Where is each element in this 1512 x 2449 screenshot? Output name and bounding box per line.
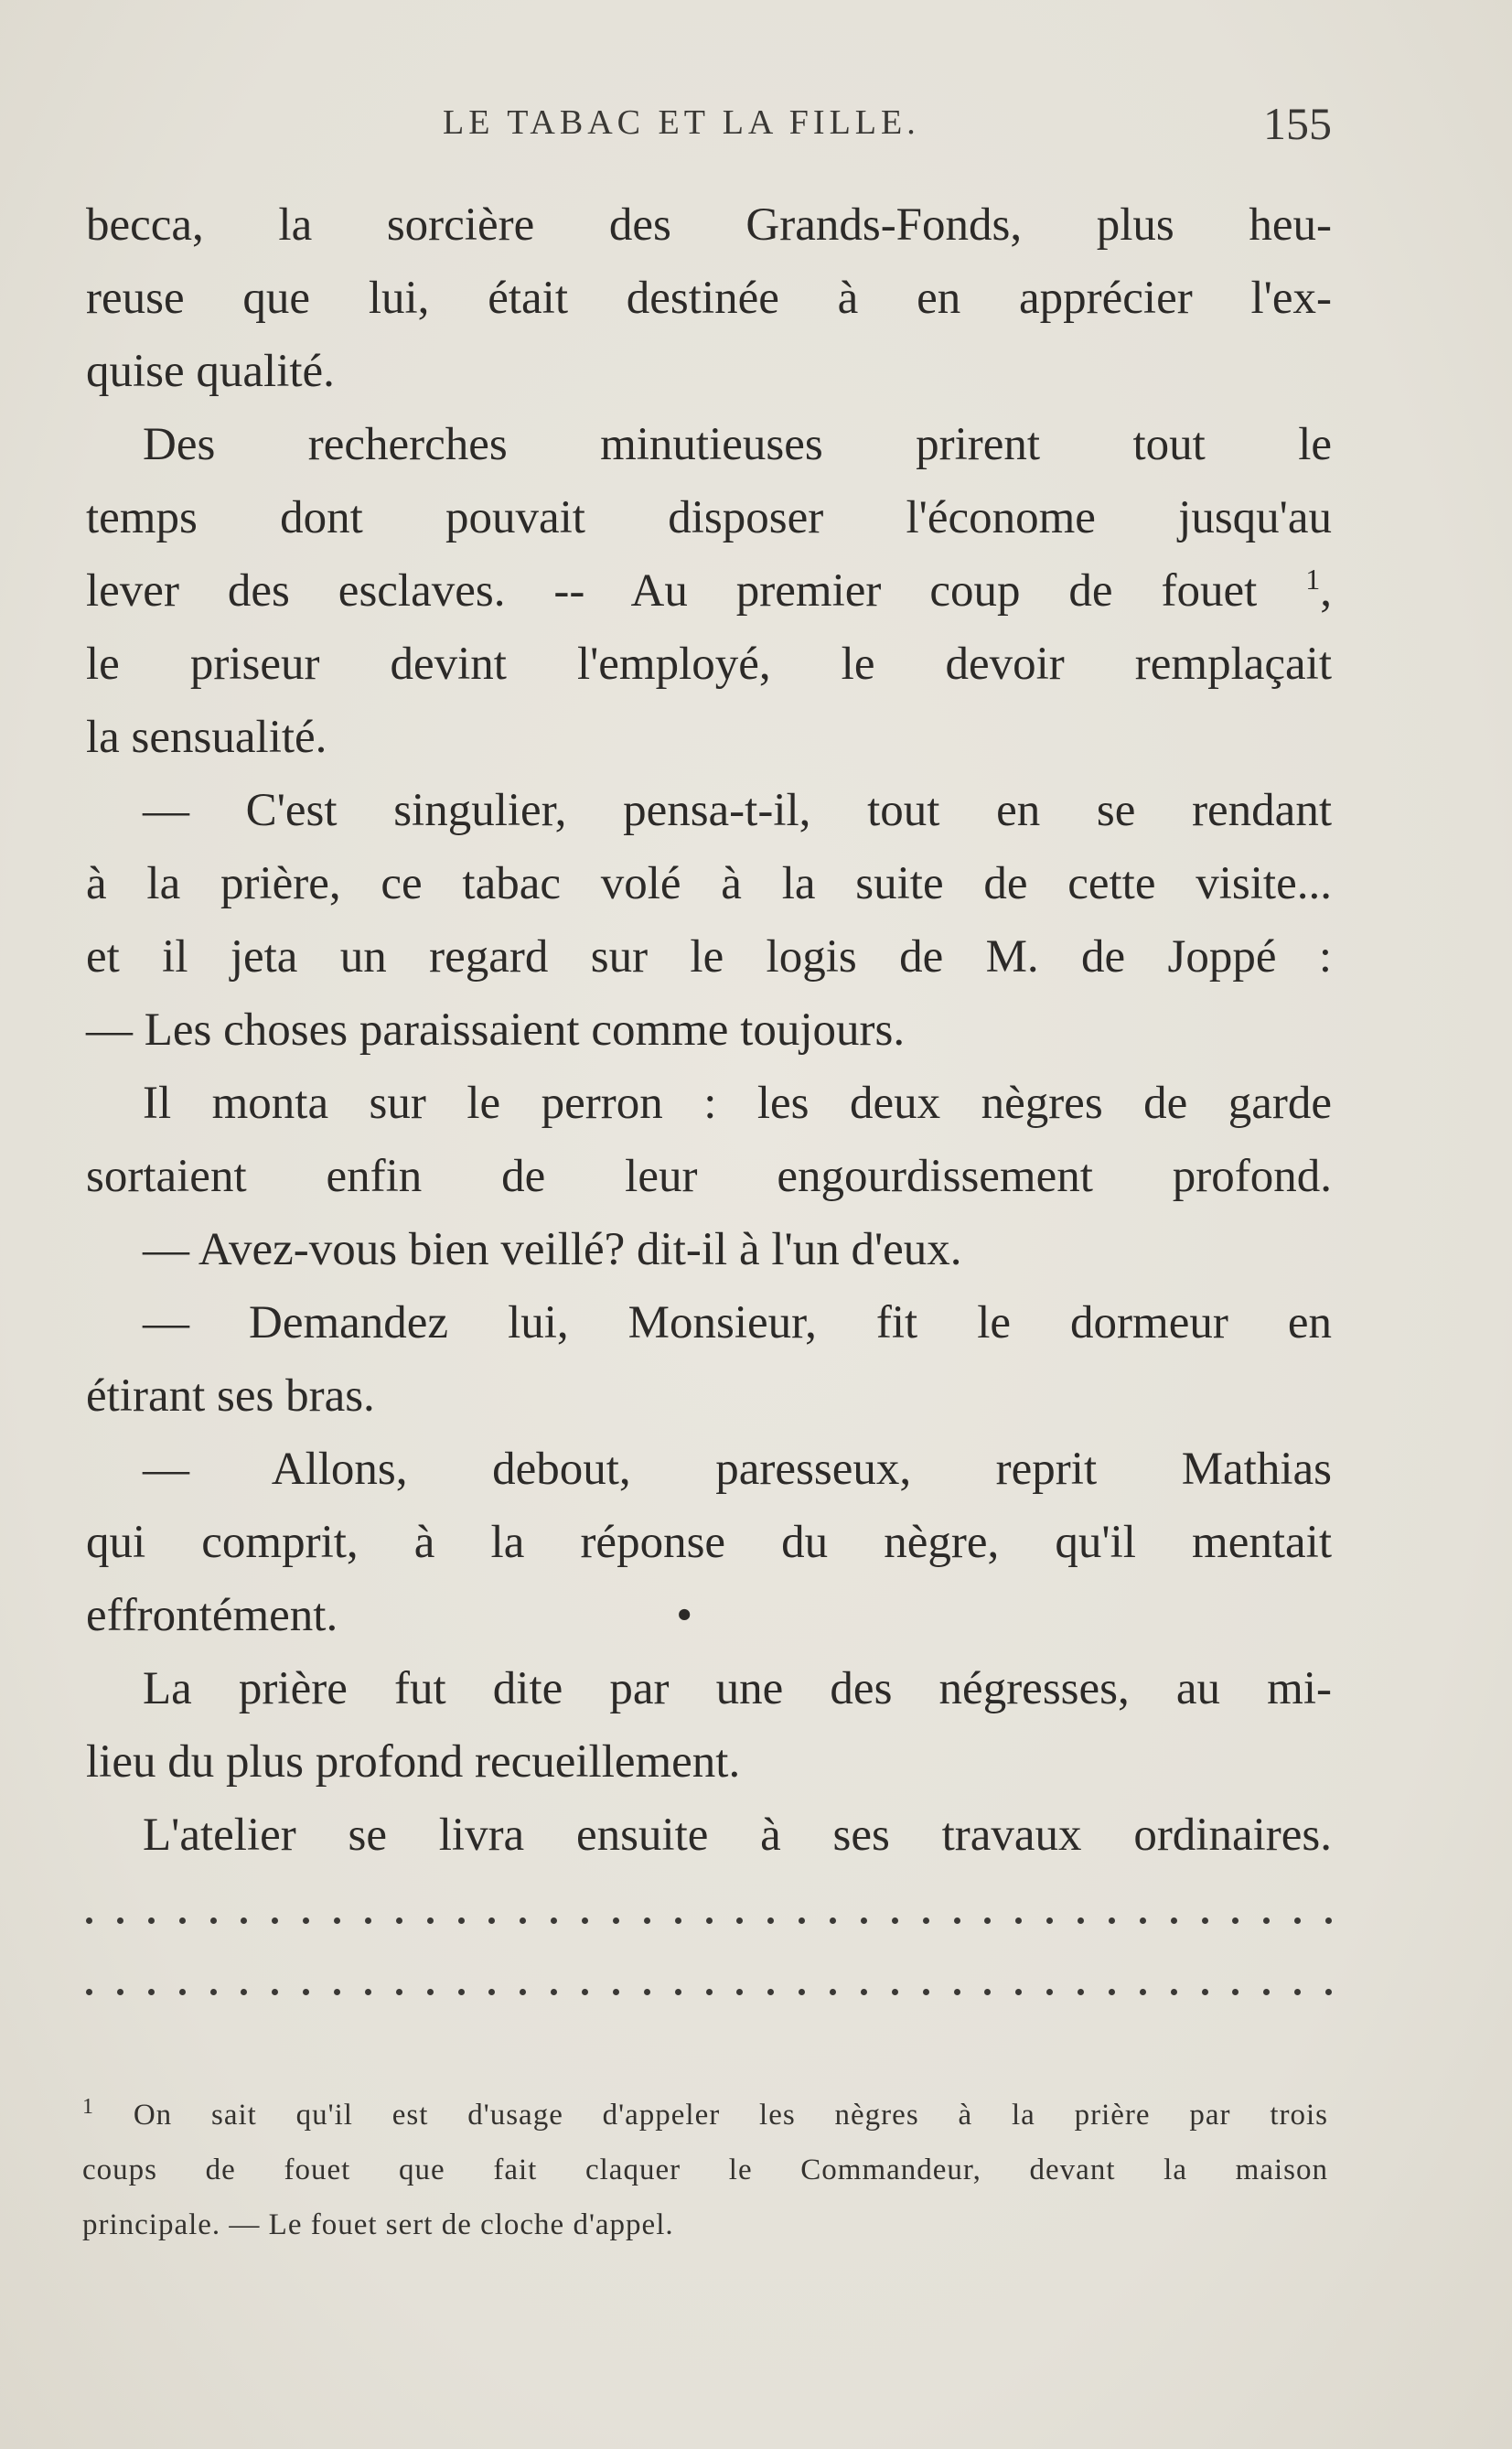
running-head [86,98,1332,154]
footnote-reference: 1 [1305,563,1321,596]
text-line: La prière fut dite par une des négresses, au mi- [143,1663,1332,1714]
footnote [82,2088,1328,2252]
text-line: becca, la sorcière des Grands-Fonds, plus heu- [86,199,1332,251]
text-line: étirant ses bras. [86,1370,375,1422]
text-line: reuse que lui, était destinée à en apprécier l'ex- [86,273,1332,324]
text-line: — Allons, debout, paresseux, reprit Mathias [143,1444,1332,1495]
text-line: L'atelier se livra ensuite à ses travaux ordinaires. [143,1810,1332,1861]
text-line-content: lever des esclaves. -- Au premier coup de fouet [86,565,1258,617]
text-line-with-mark [86,1579,1332,1652]
text-line-with-footnote-ref: lever des esclaves. -- Au premier coup de fouet $^1$, [86,563,1332,617]
text-line: lieu du plus profond recueillement. [86,1736,741,1788]
footnote-line: coups de fouet que fait claquer le Commandeur, devant la maison [82,2154,1328,2186]
text-line: à la prière, ce tabac volé à la suite de cette visite... [86,858,1332,909]
text-line: — C'est singulier, pensa-t-il, tout en se rendant [143,785,1332,836]
text-line: et il jeta un regard sur le logis de M. de Joppé : [86,931,1332,983]
text-line: — Les choses paraissaient comme toujours. [86,1004,906,1056]
text-line: la sensualité. [86,712,327,763]
text-line-content: effrontément. [86,1590,338,1641]
page-number: 155 [1263,98,1332,149]
text-line: quise qualité. [86,346,335,397]
running-title: LE TABAC ET LA FILLE. [443,103,920,142]
text-line: temps dont pouvait disposer l'économe jusqu'au [86,492,1332,543]
stray-ink-mark: • [676,1590,693,1641]
text-line: Des recherches minutieuses prirent tout le [143,419,1332,470]
text-line: qui comprit, à la réponse du nègre, qu'il mentait [86,1517,1332,1568]
text-line: le priseur devint l'employé, le devoir remplaçait [86,639,1332,690]
footnote-line [82,2088,1328,2143]
text-line: Il monta sur le perron : les deux nègres de garde [143,1078,1332,1129]
footnote-marker: 1 [82,2095,94,2119]
ellipsis-row [86,1974,1332,2011]
footnote-line-content: On sait qu'il est d'usage d'appeler les nègres à la prière par trois [133,2099,1329,2132]
body-text [86,188,1332,1872]
footnote-line: principale. — Le fouet sert de cloche d'appel. [82,2208,674,2241]
text-line: — Avez-vous bien veillé? dit-il à l'un d'eux. [143,1224,962,1275]
text-line: sortaient enfin de leur engourdissement profond. [86,1151,1332,1202]
ellipsis-row [86,1903,1332,1939]
text-line: — Demandez lui, Monsieur, fit le dormeur en [143,1297,1332,1348]
